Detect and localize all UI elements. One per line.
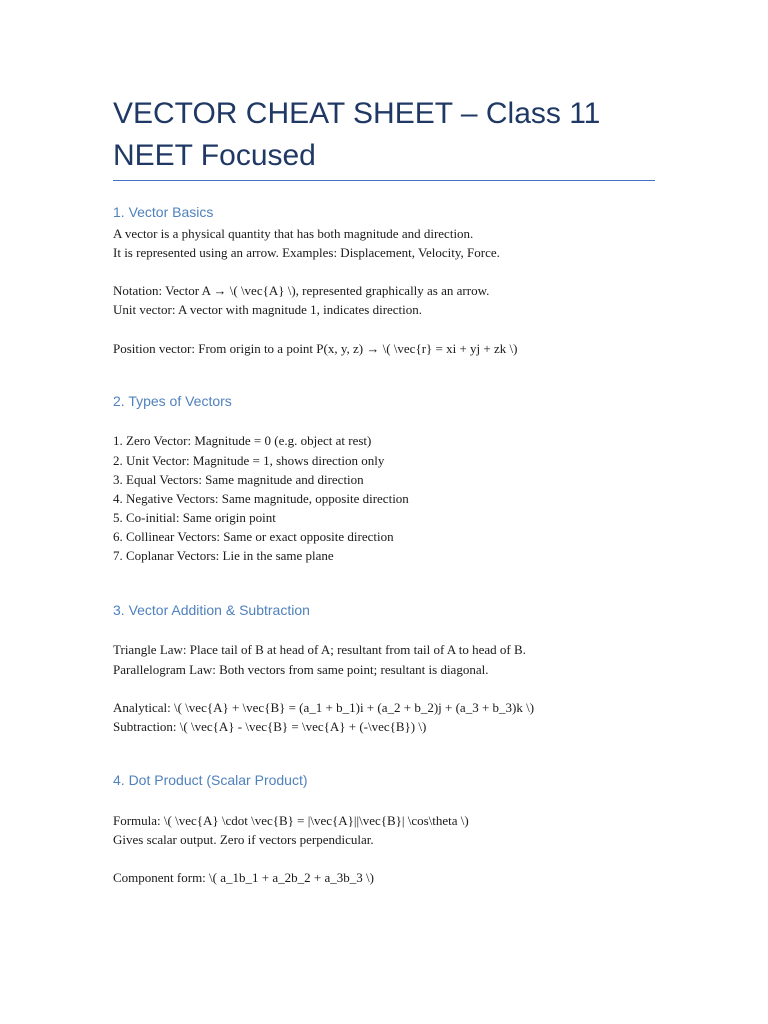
paragraph-line: A vector is a physical quantity that has both magnitude and direction. xyxy=(113,226,474,241)
paragraph-line: Subtraction: \( \vec{A} - \vec{B} = \vec{A} + (-\vec{B}) \) xyxy=(113,719,427,734)
list-item: 4. Negative Vectors: Same magnitude, opposite direction xyxy=(113,491,409,506)
list-item: 7. Coplanar Vectors: Lie in the same plane xyxy=(113,548,334,563)
paragraph-line: Triangle Law: Place tail of B at head of A; resultant from tail of A to head of B. xyxy=(113,642,526,657)
list-item: 2. Unit Vector: Magnitude = 1, shows direction only xyxy=(113,453,385,468)
paragraph-line: Component form: \( a_1b_1 + a_2b_2 + a_3b_3 \) xyxy=(113,870,374,885)
paragraph-line: Unit vector: A vector with magnitude 1, indicates direction. xyxy=(113,302,423,317)
paragraph-line: Position vector: From origin to a point P(x, y, z) → \( \vec{r} = xi + yj + zk \) xyxy=(113,341,518,356)
paragraph-line: Formula: \( \vec{A} \cdot \vec{B} = |\vec{A}||\vec{B}| \cos\theta \) xyxy=(113,813,469,828)
title-divider xyxy=(113,180,655,181)
section-heading-types-of-vectors: 2. Types of Vectors xyxy=(113,393,232,409)
list-item: 3. Equal Vectors: Same magnitude and direction xyxy=(113,472,364,487)
paragraph-line: Gives scalar output. Zero if vectors perpendicular. xyxy=(113,832,374,847)
section-heading-vector-basics: 1. Vector Basics xyxy=(113,204,214,220)
list-item: 6. Collinear Vectors: Same or exact opposite direction xyxy=(113,529,394,544)
section-heading-vector-addition: 3. Vector Addition & Subtraction xyxy=(113,602,310,618)
paragraph-line: Analytical: \( \vec{A} + \vec{B} = (a_1 + b_1)i + (a_2 + b_2)j + (a_3 + b_3)k \) xyxy=(113,700,535,715)
paragraph-line: Notation: Vector A → \( \vec{A} \), represented graphically as an arrow. xyxy=(113,283,490,298)
list-item: 5. Co-initial: Same origin point xyxy=(113,510,276,525)
section-heading-dot-product: 4. Dot Product (Scalar Product) xyxy=(113,772,308,788)
page-title: VECTOR CHEAT SHEET – Class 11 NEET Focused xyxy=(113,97,601,172)
paragraph-line: Parallelogram Law: Both vectors from same point; resultant is diagonal. xyxy=(113,662,489,677)
list-item: 1. Zero Vector: Magnitude = 0 (e.g. object at rest) xyxy=(113,433,372,448)
paragraph-line: It is represented using an arrow. Examples: Displacement, Velocity, Force. xyxy=(113,245,500,260)
